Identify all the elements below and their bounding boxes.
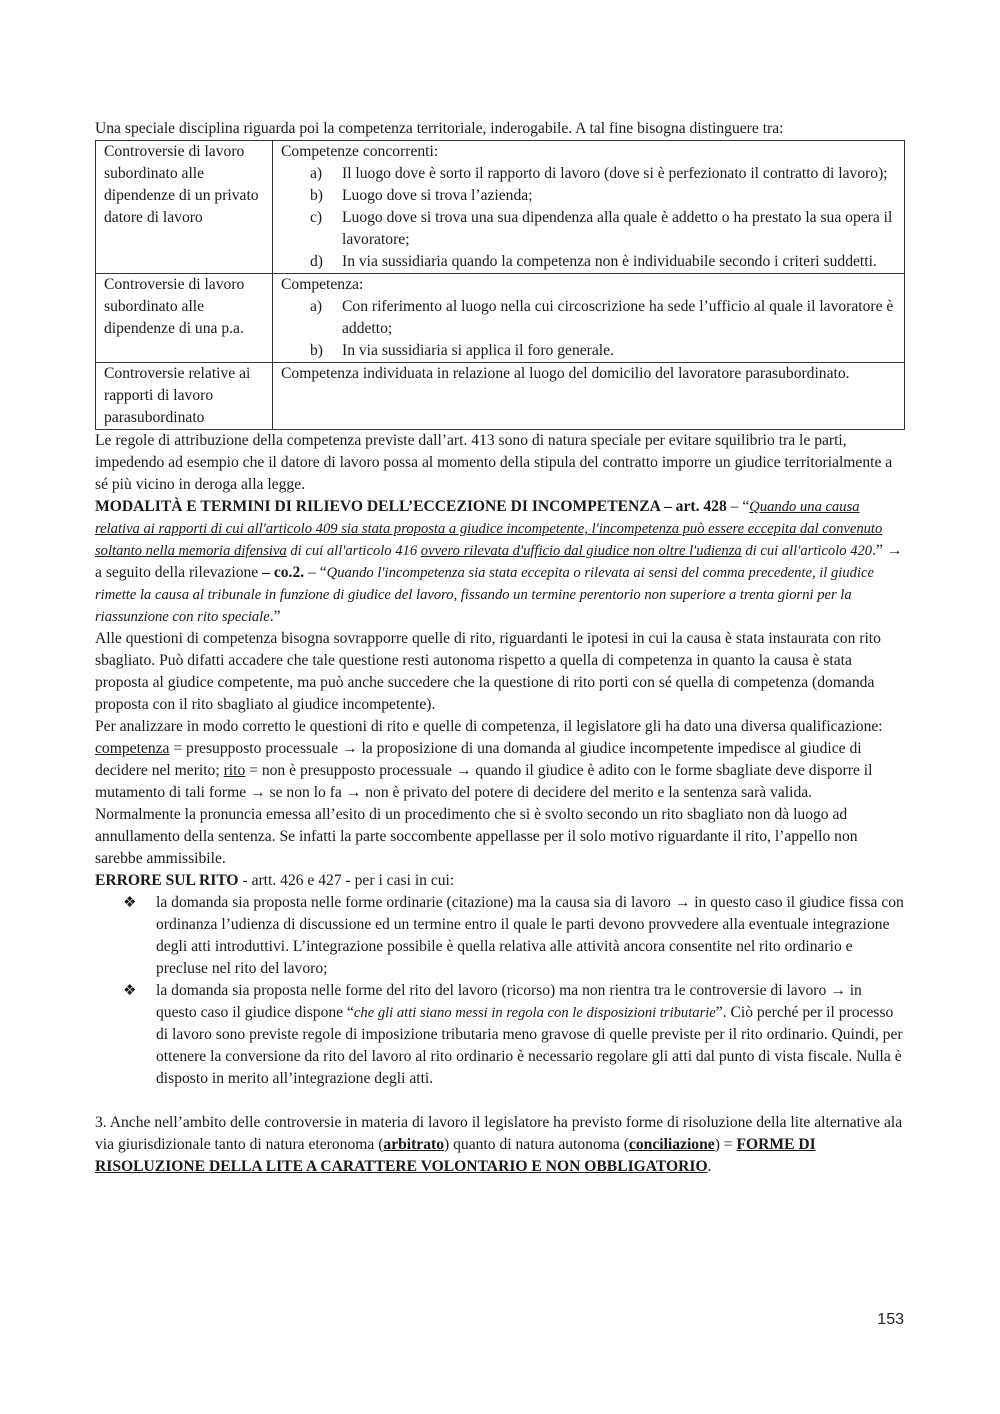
list-item <box>281 185 898 207</box>
diamond-bullet-icon: ❖ <box>123 895 137 911</box>
document-body <box>95 118 905 1178</box>
inline-text: quando il giudice è adito con le forme sbagliate deve disporre il mutamento di tali forme <box>95 762 873 801</box>
row-heading: Competenza: <box>281 276 364 293</box>
list-text: Con riferimento al luogo nella cui circoscrizione ha sede l’ufficio al quale il lavoratore è addetto; <box>342 298 894 337</box>
comma-ref: co.2. <box>273 564 305 581</box>
inline-text: non è privato del potere di decidere del merito e la sentenza sarà valida. <box>361 784 813 801</box>
list-marker: d) <box>310 253 323 270</box>
inline-text: ) quanto di natura autonoma ( <box>444 1136 629 1153</box>
section-heading: MODALITÀ E TERMINI DI RILIEVO DELL’ECCEZIONE DI INCOMPETENZA <box>95 498 661 515</box>
row-label: Controversie relative ai rapporti di lavoro parasubordinato <box>96 363 273 430</box>
inline-text: in questo caso il giudice fissa con ordinanza l’udienza di discussione ed un termine entro il quale le parti devono provvedere alla eventuale integrazione degli atti introduttivi. L’integrazione possibile è quella relativa alle attività ancora consentite nel rito ordinario e precluse nel rito del lavoro; <box>156 894 904 977</box>
art428-paragraph <box>95 496 905 628</box>
inline-text: = non è presupposto processuale <box>245 762 456 779</box>
dash: – “ <box>726 498 750 515</box>
rules-paragraph: Le regole di attribuzione della competenza previste dall’art. 413 sono di natura speciale per evitare squilibrio tra le parti, impedendo ad esempio che il datore di lavoro possa al momento della stipula del contratto imporre un giudice territorialmente a sé più vicino in deroga alla legge. <box>95 432 893 493</box>
errore-list <box>95 892 905 1090</box>
section3-paragraph <box>95 1112 905 1178</box>
rito-paragraph: Alle questioni di competenza bisogna sovrapporre quelle di rito, riguardanti le ipotesi in cui la causa è stata instaurata con rito sbagliato. Può difatti accadere che tale questione resti autonoma rispetto a quella di competenza in quanto la causa è stata proposta al giudice competente, ma può anche succedere che la questione di rito porti con sé quella di competenza (domanda proposta con il rito sbagliato al giudice incompetente). <box>95 630 881 713</box>
competence-table <box>95 140 905 430</box>
quote-underlined: Quando una causa relativa ai rapporti di cui all'articolo 409 sia stata proposta a giudice incompetente, l'incompetenza può essere eccepita dal convenuto soltanto nella memoria difensiva <box>95 499 883 559</box>
quote-close: .” <box>872 542 887 559</box>
list-marker: c) <box>310 209 323 226</box>
row-label: Controversie di lavoro subordinato alle dipendenze di una p.a. <box>96 274 273 363</box>
emphasis-forme: FORME DI RISOLUZIONE DELLA LITE A CARATTERE VOLONTARIO E NON OBBLIGATORIO <box>95 1136 816 1175</box>
list-item <box>281 207 898 251</box>
list-marker: a) <box>310 298 323 315</box>
quote-text: di cui all'articolo 420 <box>741 543 873 559</box>
list-item <box>95 892 905 980</box>
table-row <box>96 363 905 430</box>
arrow-icon: → <box>250 784 266 801</box>
list-text: In via sussidiaria quando la competenza non è individuabile secondo i criteri suddetti. <box>342 253 877 270</box>
criteria-list <box>281 296 898 362</box>
qualification-paragraph <box>95 716 905 804</box>
page-number: 153 <box>877 1311 904 1328</box>
arrow-icon: → <box>886 542 903 559</box>
row-heading: Competenza individuata in relazione al luogo del domicilio del lavoratore parasubordinato. <box>281 365 850 382</box>
term-rito: rito <box>223 762 246 779</box>
section-heading: ERRORE SUL RITO <box>95 872 239 889</box>
list-item <box>281 251 898 273</box>
row-heading: Competenze concorrenti: <box>281 143 439 160</box>
inline-text: . <box>707 1158 712 1175</box>
arrow-icon: → <box>345 784 362 801</box>
inline-text: la domanda sia proposta nelle forme del rito del lavoro (ricorso) ma non rientra tra le controversie di lavoro <box>156 982 831 999</box>
list-text: Il luogo dove è sorto il rapporto di lavoro (dove si è perfezionato il contratto di lavoro); <box>342 165 888 182</box>
inline-text: se non lo fa <box>265 784 346 801</box>
inline-text: Per analizzare in modo corretto le questioni di rito e quelle di competenza, il legislatore gli ha dato una diversa qualificazione: <box>95 718 883 735</box>
list-text: Luogo dove si trova l’azienda; <box>342 187 533 204</box>
table-row <box>96 274 905 363</box>
inline-text: in questo caso il giudice dispone “ <box>156 982 862 1021</box>
list-item <box>281 340 898 362</box>
list-item <box>95 980 905 1090</box>
dash: – <box>660 498 676 515</box>
term-competenza: competenza <box>95 740 170 757</box>
list-text: Luogo dove si trova una sua dipendenza alla quale è addetto o ha prestato la sua opera il lavoratore; <box>342 209 893 248</box>
arrow-icon: → <box>341 740 358 757</box>
inline-text: a seguito della rilevazione <box>95 564 263 581</box>
errore-heading-line <box>95 870 905 892</box>
inline-text: 3. Anche nell’ambito delle controversie in materia di lavoro il legislatore ha previsto forme di risoluzione della lite alternative ala via giurisdizionale tanto di natura eteronoma ( <box>95 1114 903 1153</box>
list-marker: b) <box>310 342 323 359</box>
quote-text: di cui all'articolo 416 <box>286 543 421 559</box>
list-marker: a) <box>310 165 323 182</box>
list-marker: b) <box>310 187 323 204</box>
inline-text: ) = <box>714 1136 737 1153</box>
criteria-list <box>281 163 898 273</box>
list-item <box>281 163 898 185</box>
spacer <box>95 1090 905 1112</box>
term-conciliazione: conciliazione <box>628 1136 715 1153</box>
row-label: Controversie di lavoro subordinato alle dipendenze di un privato datore di lavoro <box>96 141 273 274</box>
dash: – <box>262 564 274 581</box>
list-item <box>281 296 898 340</box>
intro-paragraph: Una speciale disciplina riguarda poi la competenza territoriale, inderogabile. A tal fine bisogna distinguere tra: <box>95 120 784 137</box>
quote-underlined: ovvero rilevata d'ufficio dal giudice non oltre l'udienza <box>420 543 742 559</box>
row-content <box>273 363 905 430</box>
arrow-icon: → <box>830 982 846 999</box>
quote-text: che gli atti siano messi in regola con le disposizioni tributarie <box>353 1005 716 1021</box>
list-text: In via sussidiaria si applica il foro generale. <box>342 342 614 359</box>
row-content <box>273 274 905 363</box>
quote-text: Quando l'incompetenza sia stata eccepita o rilevata ai sensi del comma precedente, il giudice rimette la causa al tribunale in funzione di giudice del lavoro, fissando un termine perentorio non superiore a trenta giorni per la riassunzione con rito speciale <box>95 565 874 625</box>
inline-text: - artt. 426 e 427 - per i casi in cui: <box>238 872 455 889</box>
arrow-icon: → <box>674 894 691 911</box>
row-content <box>273 141 905 274</box>
inline-text: ”. Ciò perché per il processo di lavoro sono previste regole di imposizione tributaria meno gravose di quelle previste per il rito ordinario. Quindi, per ottenere la conversione da rito del lavoro al rito ordinario è necessario regolare gli atti dal punto di vista fiscale. Nulla è disposto in merito all’integrazione degli atti. <box>156 1004 903 1087</box>
inline-text: la domanda sia proposta nelle forme ordinarie (citazione) ma la causa sia di lavoro <box>156 894 675 911</box>
normally-paragraph: Normalmente la pronuncia emessa all’esito di un procedimento che si è svolto secondo un rito sbagliato non dà luogo ad annullamento della sentenza. Se infatti la parte soccombente appellasse per il solo motivo riguardante il rito, l’appello non sarebbe ammissibile. <box>95 806 858 867</box>
dash: – “ <box>304 564 327 581</box>
table-row <box>96 141 905 274</box>
article-ref: art. 428 <box>675 498 727 515</box>
quote-close: .” <box>269 608 281 625</box>
term-arbitrato: arbitrato <box>383 1136 445 1153</box>
inline-text: = presupposto processuale <box>169 740 342 757</box>
diamond-bullet-icon: ❖ <box>123 983 137 999</box>
inline-text: la proposizione di una domanda al giudice incompetente impedisce al giudice di decidere nel merito; <box>95 740 862 779</box>
arrow-icon: → <box>455 762 472 779</box>
